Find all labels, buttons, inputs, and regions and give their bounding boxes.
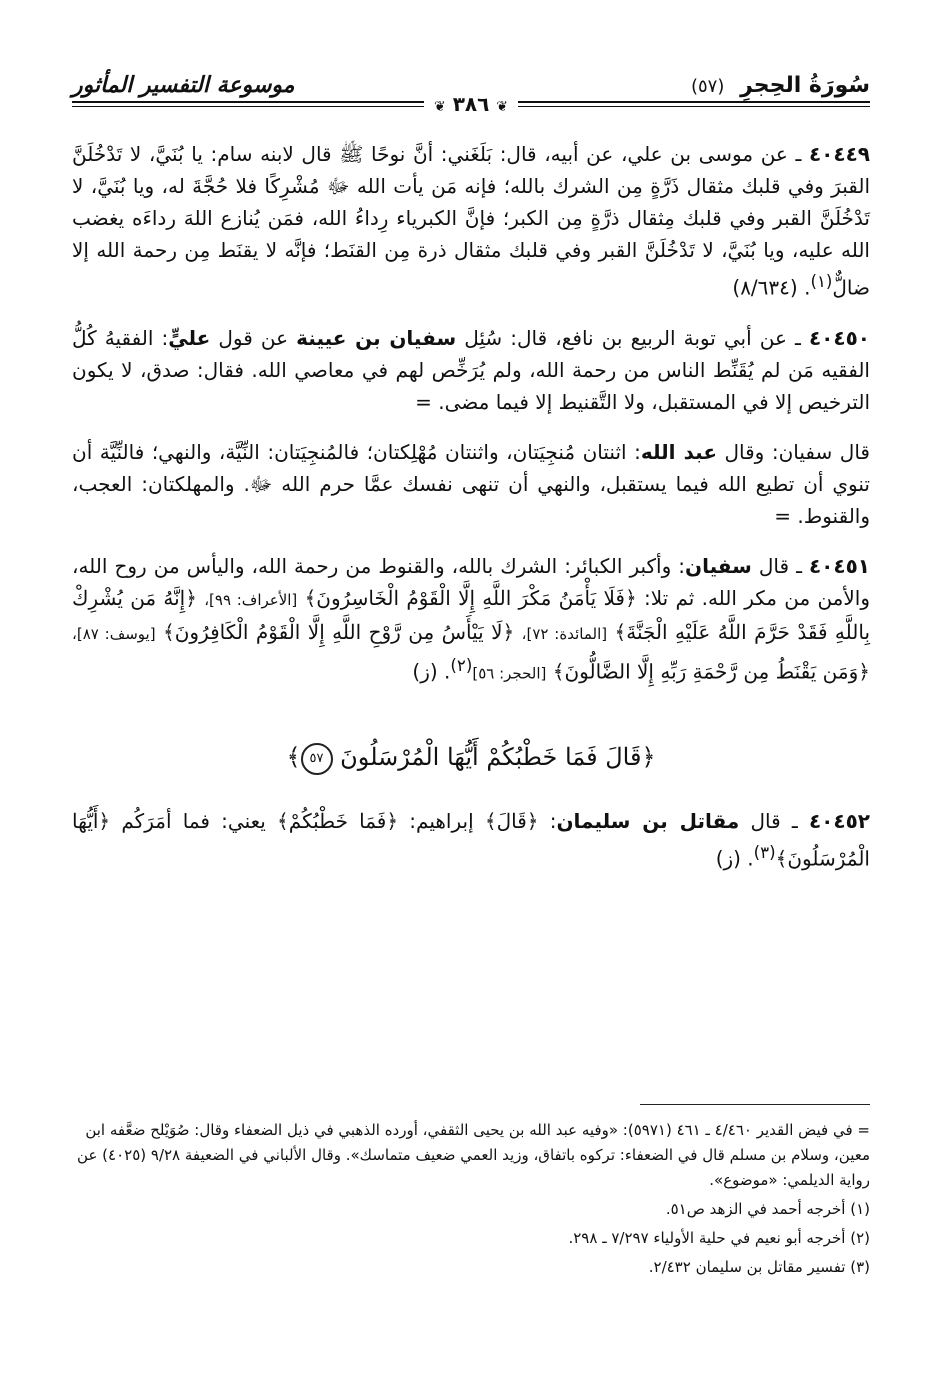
quran-quote: ﴿أَيُّهَا الْمُرْسَلُونَ﴾ <box>72 808 870 871</box>
entry-number: ٤٠٤٤٩ <box>808 142 870 166</box>
surah-number: (٥٧) <box>690 76 725 97</box>
narrator-name: سفيان بن عيينة <box>296 325 457 350</box>
entry-40449 <box>72 138 870 304</box>
quran-quote: ﴿فَلَا يَأْمَنُ مَكْرَ اللَّهِ إِلَّا الْقَوْمُ الْخَاسِرُونَ﴾ <box>304 585 637 610</box>
entry-number: ٤٠٤٥١ <box>808 553 871 578</box>
entry-text: : اثنتان مُنجِيَتان، واثنتان مُهْلِكتان؛ فالمُنجِيَتان: النِّيَّة، والنهي؛ فالنِّيَّة أن تنوي أن تطيع الله فيما يستقبل، والنهي أن تنهى نفسك عمَّا حرم الله ﷻ. والمهلكتان: العجب، والقنوط. = <box>72 439 870 528</box>
entry-text: عن قول <box>218 325 289 350</box>
quran-ref: [الأعراف: ٩٩]، <box>204 590 298 609</box>
entry-text: : الفقيهُ كُلُّ الفقيه مَن لم يُقَنِّط الناس من رحمة الله، ولم يُرَخِّص لهم في معاصي الله. فقال: صدق، لا يكون الترخيص إلا في المستقبل، ولا التَّقنيط إلا فيما مضى. = <box>72 325 870 414</box>
entry-text: ـ عن موسى بن علي، عن أبيه، قال: بَلَغَني: أنَّ نوحًا ﷺ قال لابنه سام: يا بُنَيَّ، لا تَدْخُلَنَّ القبرَ وفي قلبك مثقال ذَرَّةٍ مِن الشرك بالله؛ فإنه مَن يأت الله ﷻ مُشْرِكًا فلا حُجَّةَ له، ويا بُنَيَّ، لا تَدْخُلَنَّ القبر وفي قلبك مِثقال ذرَّةٍ مِن الكبر؛ فإنَّ الكبرياء رِداءُ الله، فمَن يُنازع اللهَ رداءَه يغضب الله عليه، ويا بُنَيَّ، لا تَدْخُلَنَّ القبر وفي قلبك مثقال ذرة مِن القنَط؛ فإنَّه لا يقنَط مِن رحمة الله إلا ضالٌّ <box>72 142 870 300</box>
footnotes <box>72 1118 870 1284</box>
footnote-ref[interactable]: (١) <box>810 272 833 291</box>
verse-close: ﴾ <box>286 743 301 772</box>
verse-text: ﴿قَالَ فَمَا خَطْبُكُمْ أَيُّهَا الْمُرْسَلُونَ <box>340 743 656 772</box>
entry-tail: . (٨/٦٣٤) <box>732 275 811 300</box>
entry-40451 <box>72 550 870 690</box>
narrator-name: مقاتل بن سليمان <box>556 808 740 833</box>
entry-40452 <box>72 805 870 875</box>
quran-quote: ﴿وَمَن يَقْنَطُ مِن رَّحْمَةِ رَبِّهِ إِلَّا الضَّالُّونَ﴾ <box>552 659 870 684</box>
entry-tail: . (ز) <box>715 846 754 871</box>
quran-quote: ﴿قَالَ﴾ <box>484 808 539 833</box>
narrator-name: عبد الله <box>640 439 717 464</box>
narrator-name: عليٍّ <box>168 325 211 350</box>
page-number-bar <box>0 92 942 116</box>
footnote-1: (١) أخرجه أحمد في الزهد ص٥١. <box>665 1200 870 1218</box>
quran-ref: [الحجر: ٥٦] <box>472 664 547 683</box>
entry-text: يعني: فما أمَرَكُم <box>121 808 266 833</box>
page-number-box <box>424 92 518 116</box>
entry-text: ـ عن أبي توبة الربيع بن نافع، قال: سُئِل <box>464 325 801 350</box>
footnote-3: (٣) تفسير مقاتل بن سليمان ٢/٤٣٢. <box>648 1258 870 1276</box>
footnote-2: (٢) أخرجه أبو نعيم في حلية الأولياء ٧/٢٩٧ ـ ٢٩٨. <box>568 1229 870 1247</box>
narrator-name: سفيان <box>685 553 752 578</box>
surah-name: سُورَةُ الحِجرِ <box>740 73 870 98</box>
quran-quote: ﴿فَمَا خَطْبُكُمْ﴾ <box>277 808 399 833</box>
footnote-ref[interactable]: (٢) <box>450 655 473 675</box>
entry-text: ـ قال <box>758 553 802 578</box>
footnote-divider <box>640 1104 870 1105</box>
entry-text: : <box>549 808 557 833</box>
entry-number: ٤٠٤٥٠ <box>808 325 871 350</box>
entry-text: : وأكبر الكبائر: الشرك بالله، والقنوط من رحمة الله، واليأس من روح الله، والأمن من مكر الله. ثم تلا: <box>72 553 871 610</box>
book-title: موسوعة التفسير المأثور <box>72 73 295 98</box>
entry-text: قال سفيان: وقال <box>724 439 870 464</box>
quran-quote: ﴿لَا يَيْأَسُ مِن رَّوْحِ اللَّهِ إِلَّا الْقَوْمُ الْكَافِرُونَ﴾ <box>163 619 515 644</box>
footnote-continuation: = في فيض القدير ٤/٤٦٠ ـ ٤٦١ (٥٩٧١): «وفيه عبد الله بن يحيى الثقفي، أورده الذهبي في ذيل الضعفاء وقال: صُوَيْلح ضعَّفه ابن معين، وسلام بن مسلم قال في الضعفاء: تركوه باتفاق، وزيد العمي ضعيف متماسك». وقال الألباني في الضعيفة ٩/٢٨ (٤٠٢٥) عن رواية الديلمي: «موضوع». <box>77 1121 870 1189</box>
ornament-right-icon: ❦ <box>496 99 509 115</box>
entry-number: ٤٠٤٥٢ <box>808 808 871 833</box>
quran-quote: ﴿إِنَّهُ مَن يُشْرِكْ بِاللَّهِ فَقَدْ حَرَّمَ اللَّهُ عَلَيْهِ الْجَنَّةَ﴾ <box>72 585 871 644</box>
verse-heading <box>72 741 870 775</box>
ornament-left-icon: ❦ <box>433 99 446 115</box>
footnote-ref[interactable]: (٣) <box>753 842 776 862</box>
main-text <box>72 138 870 892</box>
page-number: ٣٨٦ <box>452 92 490 116</box>
entry-40450 <box>72 322 870 418</box>
entry-continuation <box>72 436 870 532</box>
entry-text: ـ قال <box>750 808 798 833</box>
quran-ref: [يوسف: ٨٧]، <box>72 624 156 643</box>
entry-text: إبراهيم: <box>409 808 474 833</box>
entry-tail: . (ز) <box>412 659 451 684</box>
verse-number-icon: ٥٧ <box>301 743 333 775</box>
quran-ref: [المائدة: ٧٢]، <box>521 624 608 643</box>
